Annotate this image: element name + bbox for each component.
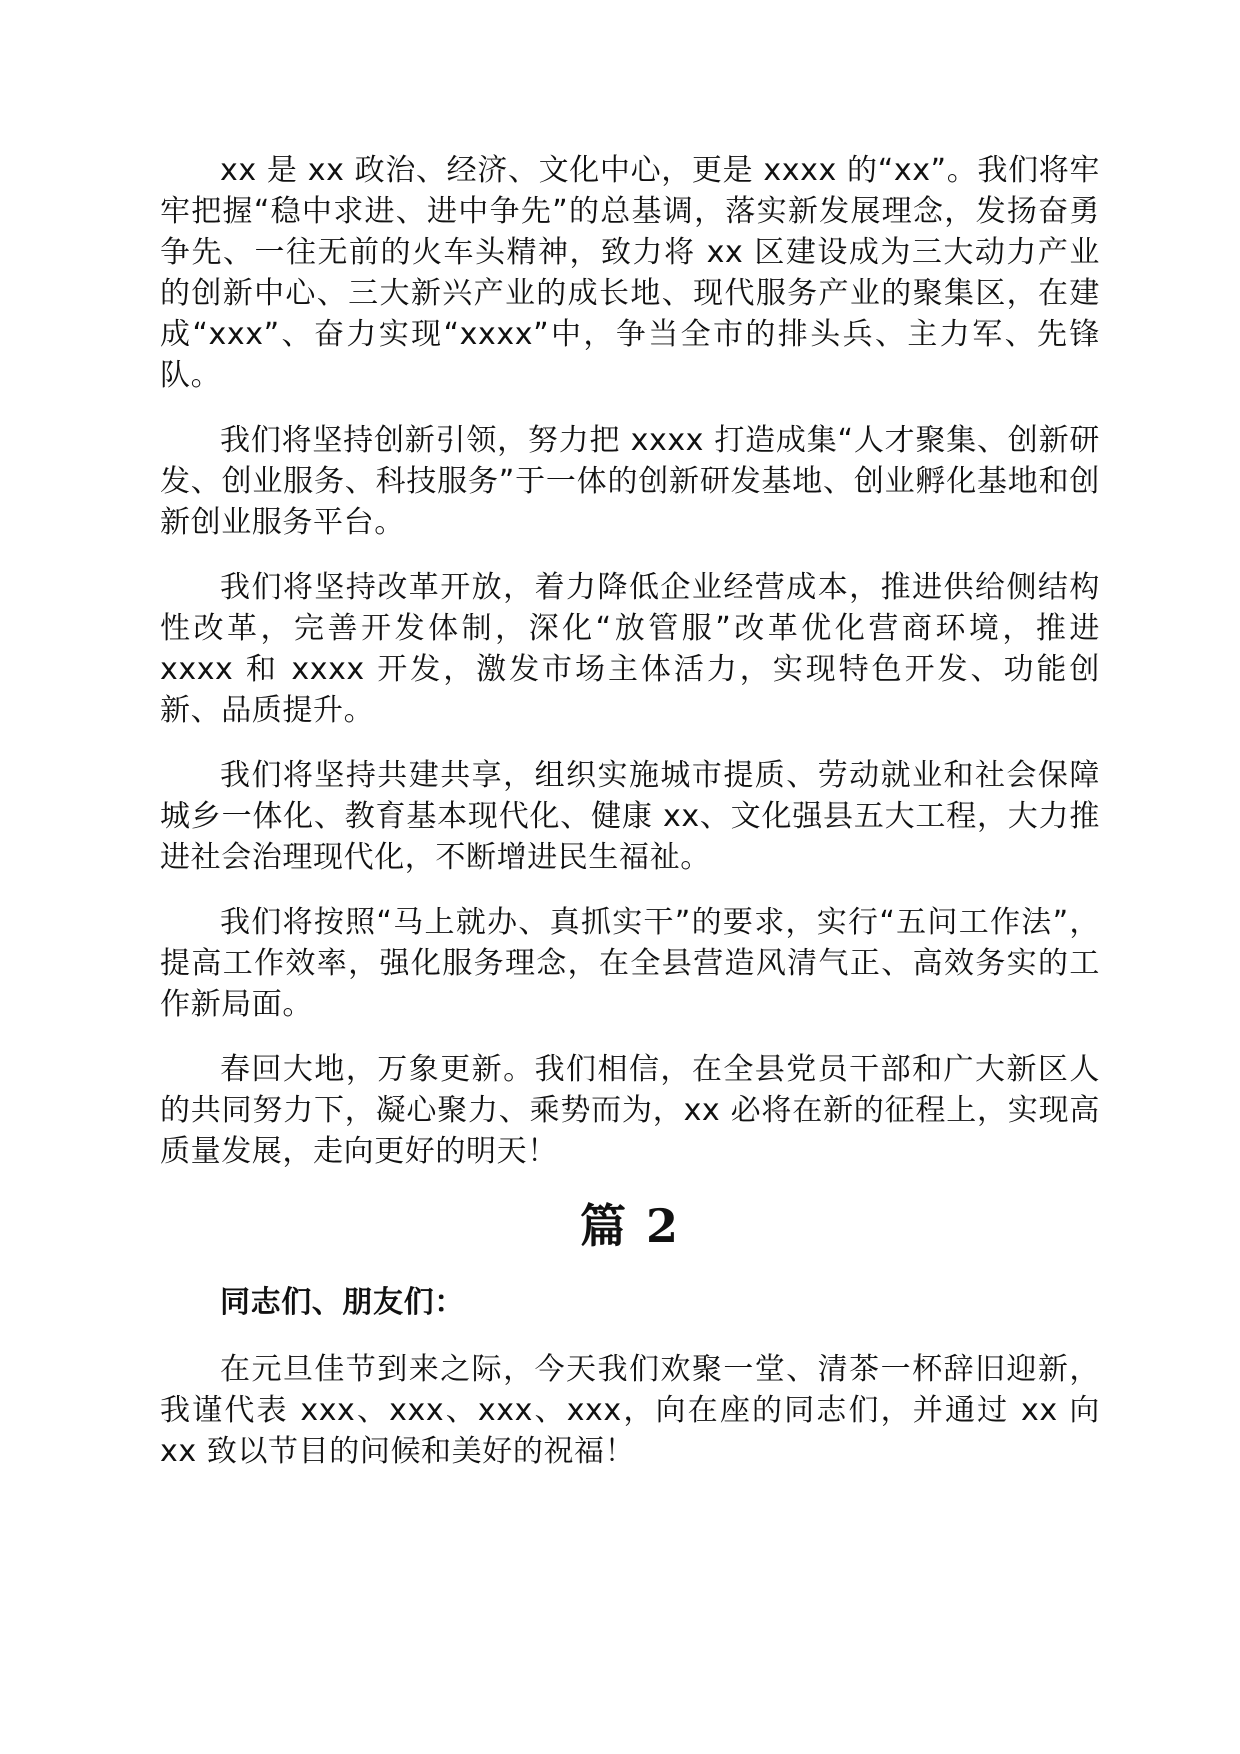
paragraph-sharing: 我们将坚持共建共享，组织实施城市提质、劳动就业和社会保障城乡一体化、教育基本现代化、健康 xx、文化强县五大工程，大力推进社会治理现代化，不断增进民生福祉。 (160, 758, 1100, 875)
paragraph-intro: xx 是 xx 政治、经济、文化中心，更是 xxxx 的“xx”。我们将牢牢把握“稳中求进、进中争先”的总基调，落实新发展理念，发扬奋勇争先、一往无前的火车头精神，致力将 xx 区建设成为三大动力产业的创新中心、三大新兴产业的成长地、现代服务产业的聚集区，在建成“xxx”、奋力实现“xxxx”中，争当全市的排头兵、主力军、先锋队。 (160, 153, 1100, 393)
paragraph-greeting: 在元旦佳节到来之际，今天我们欢聚一堂、清茶一杯辞旧迎新，我谨代表 xxx、xxx、xxx、xxx，向在座的同志们，并通过 xx 向 xx 致以节目的问候和美好的祝福！ (160, 1352, 1100, 1469)
section-title: 篇 2 (579, 1199, 681, 1253)
paragraph-closing: 春回大地，万象更新。我们相信，在全县党员干部和广大新区人的共同努力下，凝心聚力、乘势而为，xx 必将在新的征程上，实现高质量发展，走向更好的明天！ (160, 1052, 1100, 1169)
paragraph-reform: 我们将坚持改革开放，着力降低企业经营成本，推进供给侧结构性改革，完善开发体制，深化“放管服”改革优化营商环境，推进 xxxx 和 xxxx 开发，激发市场主体活力，实现特色开发、功能创新、品质提升。 (160, 570, 1100, 728)
paragraph-work-method: 我们将按照“马上就办、真抓实干”的要求，实行“五问工作法”，提高工作效率，强化服务理念，在全县营造风清气正、高效务实的工作新局面。 (160, 905, 1100, 1022)
salutation: 同志们、朋友们： (220, 1285, 465, 1320)
paragraph-innovation: 我们将坚持创新引领，努力把 xxxx 打造成集“人才聚集、创新研发、创业服务、科技服务”于一体的创新研发基地、创业孵化基地和创新创业服务平台。 (160, 423, 1100, 540)
document-page (160, 150, 1100, 1496)
